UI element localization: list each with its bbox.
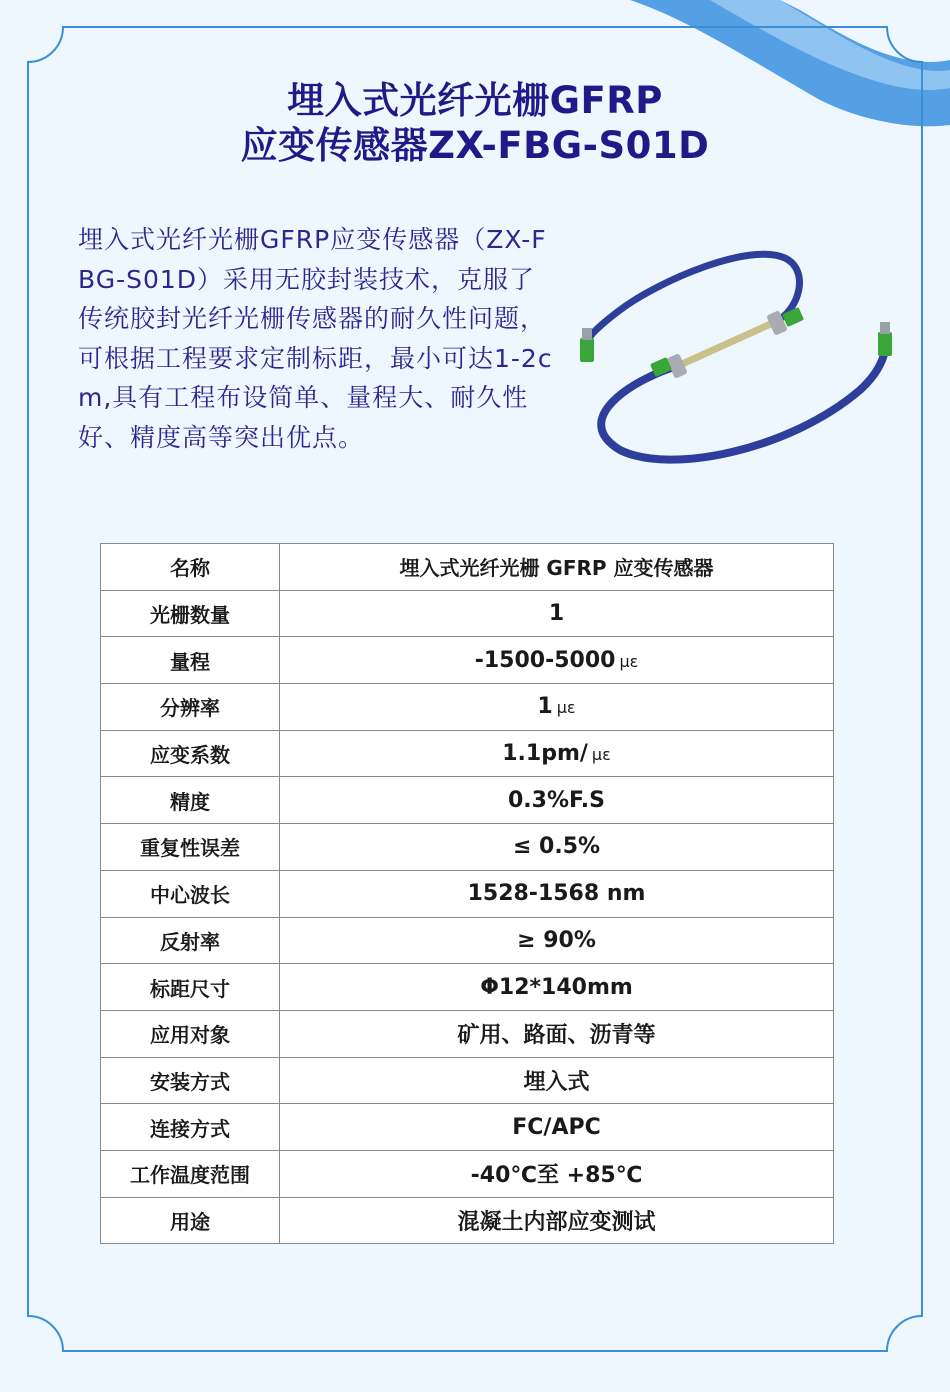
spec-value-text: 混凝土内部应变测试: [457, 1209, 656, 1235]
spec-value-text: 矿用、路面、沥青等: [457, 1023, 656, 1049]
spec-row: [101, 1197, 834, 1244]
spec-row: [101, 637, 834, 684]
spec-key: 连接方式: [101, 1104, 280, 1151]
spec-header-row: [101, 544, 834, 591]
spec-value: [280, 917, 834, 964]
spec-row: [101, 964, 834, 1011]
spec-value: [280, 824, 834, 871]
spec-value: [280, 637, 834, 684]
spec-value-text: Φ12*140mm: [480, 974, 633, 1000]
spec-value: [280, 1010, 834, 1057]
spec-value-text: ≤ 0.5%: [512, 834, 601, 860]
spec-key: 光栅数量: [101, 590, 280, 637]
spec-key: 中心波长: [101, 870, 280, 917]
spec-row: [101, 1104, 834, 1151]
spec-value-text: 0.3%F.S: [507, 787, 605, 813]
spec-unit: με: [556, 698, 576, 718]
page-title: [0, 78, 950, 168]
spec-key: 名称: [101, 544, 280, 591]
spec-key: 分辨率: [101, 684, 280, 731]
spec-row: [101, 590, 834, 637]
spec-table: [100, 543, 834, 1244]
sensor-product-image: [560, 240, 905, 480]
title-line-2: 应变传感器ZX-FBG-S01D: [240, 124, 710, 167]
spec-value: [280, 777, 834, 824]
spec-value: 埋入式光纤光栅 GFRP 应变传感器: [280, 544, 834, 591]
spec-key: 标距尺寸: [101, 964, 280, 1011]
spec-value: [280, 1197, 834, 1244]
spec-value-text: 1528-1568 nm: [467, 881, 646, 907]
spec-row: [101, 684, 834, 731]
spec-value: [280, 684, 834, 731]
spec-key: 安装方式: [101, 1057, 280, 1104]
spec-key: 应用对象: [101, 1010, 280, 1057]
spec-unit: με: [591, 745, 611, 765]
spec-value-text: -1500-5000: [474, 647, 616, 673]
spec-key: 反射率: [101, 917, 280, 964]
spec-row: [101, 917, 834, 964]
spec-key: 用途: [101, 1197, 280, 1244]
spec-key: 精度: [101, 777, 280, 824]
spec-value: [280, 964, 834, 1011]
spec-key: 应变系数: [101, 730, 280, 777]
spec-value: [280, 1150, 834, 1197]
spec-value: [280, 730, 834, 777]
spec-row: [101, 824, 834, 871]
product-description: 埋入式光纤光栅GFRP应变传感器（ZX-FBG-S01D）采用无胶封装技术，克服了传统胶封光纤光栅传感器的耐久性问题，可根据工程要求定制标距，最小可达1-2cm,具有工程布设简单、量程大、耐久性好、精度高等突出优点。: [78, 225, 553, 452]
spec-value: [280, 1104, 834, 1151]
spec-value: [280, 590, 834, 637]
spec-value-text: -40℃至 +85℃: [470, 1163, 643, 1189]
spec-value-text: FC/APC: [512, 1114, 601, 1140]
spec-row: [101, 1057, 834, 1104]
spec-value-text: 1.1pm/: [502, 741, 588, 767]
spec-row: [101, 730, 834, 777]
spec-key: 量程: [101, 637, 280, 684]
spec-row: [101, 1010, 834, 1057]
spec-value-text: 1: [548, 601, 565, 627]
spec-key: 重复性误差: [101, 824, 280, 871]
spec-row: [101, 870, 834, 917]
spec-row: [101, 1150, 834, 1197]
spec-value: [280, 1057, 834, 1104]
spec-unit: με: [619, 651, 639, 671]
spec-key: 工作温度范围: [101, 1150, 280, 1197]
spec-value-text: ≥ 90%: [517, 927, 596, 953]
spec-value: [280, 870, 834, 917]
spec-value-text: 埋入式: [523, 1069, 590, 1095]
spec-row: [101, 777, 834, 824]
title-line-1: 埋入式光纤光栅GFRP: [287, 79, 663, 122]
spec-value-text: 1: [537, 694, 553, 720]
